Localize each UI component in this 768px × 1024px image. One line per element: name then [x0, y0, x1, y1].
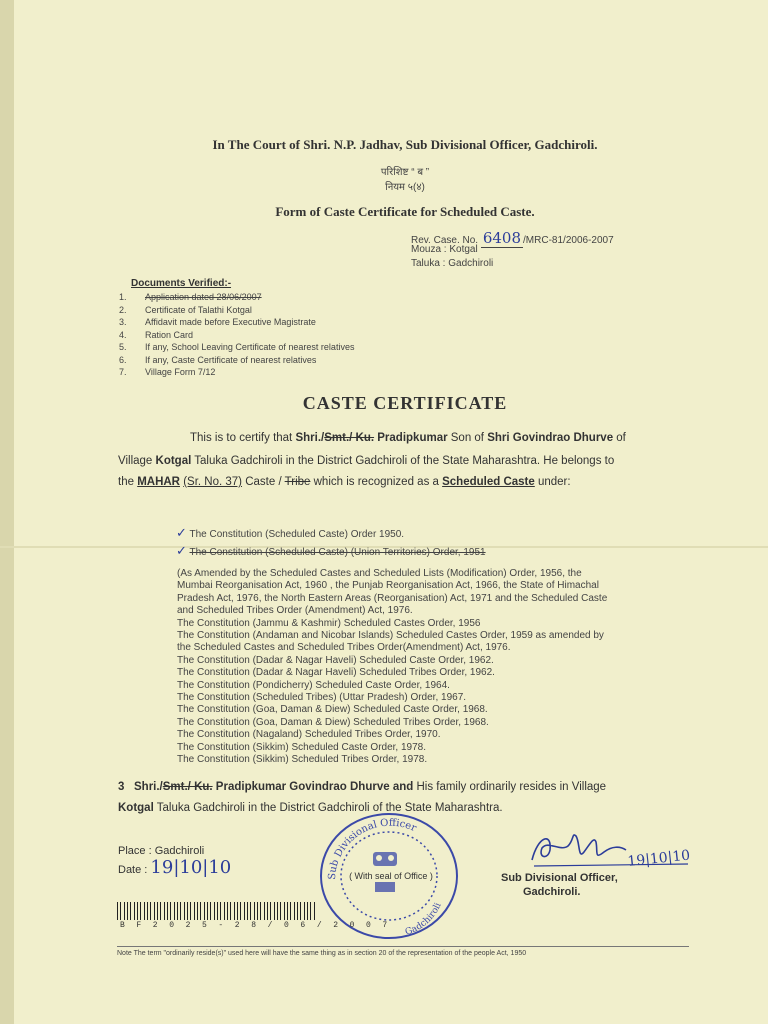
case-handwritten-number: 6408	[482, 229, 522, 247]
case-prefix: Rev. Case. No.	[411, 235, 479, 246]
barcode-icon	[117, 902, 319, 920]
list-item: 4. Ration Card	[119, 329, 194, 340]
list-item: The Constitution (Scheduled Tribes) (Uttar Pradesh) Order, 1967.	[177, 692, 467, 704]
appendix-label: परिशिष्ट “ ब ”	[380, 167, 430, 178]
taluka-label: Taluka :	[411, 258, 446, 269]
officer-place: Gadchiroli.	[523, 886, 581, 898]
list-item: The Constitution (Nagaland) Scheduled Tribes Order, 1970.	[177, 729, 441, 741]
svg-text:19|10|10: 19|10|10	[626, 847, 691, 870]
form-title: Form of Caste Certificate for Scheduled Caste.	[275, 204, 535, 219]
order-1951: ✓ The Constitution (Scheduled Caste) (Union Territories) Order, 1951	[176, 543, 486, 558]
mouza-label: Mouza :	[411, 244, 447, 255]
court-heading: In The Court of Shri. N.P. Jadhav, Sub Divisional Officer, Gadchiroli.	[212, 137, 598, 152]
list-item: 6. If any, Caste Certificate of nearest relatives	[119, 354, 317, 365]
mouza-value: Kotgal	[449, 244, 478, 255]
list-item: The Constitution (Jammu & Kashmir) Scheduled Castes Order, 1956	[177, 617, 481, 629]
case-suffix: /MRC-81/2006-2007	[523, 235, 614, 246]
officer-signature-icon	[528, 826, 703, 876]
divider	[117, 946, 689, 947]
list-item: The Constitution (Dadar & Nagar Haveli) Scheduled Caste Order, 1962.	[177, 654, 494, 666]
list-item: 3. Affidavit made before Executive Magistrate	[119, 317, 316, 327]
list-item: The Constitution (Andaman and Nicobar Islands) Scheduled Castes Order, 1959 as amended by	[177, 630, 604, 642]
list-item: Pradesh Act, 1976, the North Eastern Areas (Reorganisation) Act, 1971 and the Scheduled Caste	[177, 592, 608, 604]
taluka-value: Gadchiroli	[448, 258, 494, 269]
list-item: (As Amended by the Scheduled Castes and Scheduled Lists (Modification) Order, 1956, the	[177, 568, 582, 579]
mouza-line	[411, 244, 478, 255]
list-item: and Scheduled Tribes Order (Amendment) Act, 1976.	[177, 605, 413, 617]
handwritten-date: 19|10|10	[150, 857, 232, 878]
svg-text:Sub Divisional Officer: Sub Divisional Officer	[326, 817, 418, 881]
taluka-line	[411, 258, 493, 269]
list-item: The Constitution (Pondicherry) Scheduled Caste Order, 1964.	[177, 679, 450, 691]
order-1950: ✓ The Constitution (Scheduled Caste) Order 1950.	[176, 525, 405, 540]
documents-heading: Documents Verified:-	[131, 278, 232, 289]
documents-list	[119, 291, 354, 379]
list-item: The Constitution (Goa, Daman & Diew) Scheduled Tribes Order, 1968.	[177, 716, 489, 728]
list-item: The Constitution (Goa, Daman & Diew) Scheduled Caste Order, 1968.	[177, 704, 488, 716]
officer-title: Sub Divisional Officer,	[501, 872, 618, 884]
certificate-heading: CASTE CERTIFICATE	[302, 393, 508, 413]
list-item: The Constitution (Sikkim) Scheduled Tribes Order, 1978.	[177, 754, 428, 766]
place-line: Place : Gadchiroli	[118, 845, 205, 857]
residence-line-1: 3 Shri./Smt./ Ku. Pradipkumar Govindrao Dhurve and His family ordinarily resides in Village	[118, 781, 607, 793]
page-edge-shadow	[0, 0, 14, 1024]
check-mark-icon: ✓	[176, 543, 187, 558]
rule-label: नियम ५(४)	[385, 182, 425, 193]
svg-text:Gadchiroli: Gadchiroli	[403, 901, 444, 938]
list-item: 2. Certificate of Talathi Kotgal	[119, 304, 252, 315]
date-line: Date : 19|10|10	[118, 857, 232, 878]
list-item: 5. If any, School Leaving Certificate of nearest relatives	[119, 342, 355, 352]
residence-line-2: Kotgal Taluka Gadchiroli in the District Gadchiroli of the State Maharashtra.	[118, 802, 503, 814]
list-item: 7. Village Form 7/12	[119, 367, 216, 377]
certify-line-2: Village Kotgal Taluka Gadchiroli in the District Gadchiroli of the State Maharashtra. He belongs to	[118, 455, 615, 467]
certify-line-1: This is to certify that Shri./Smt./ Ku. Pradipkumar Son of Shri Govindrao Dhurve of	[190, 432, 626, 444]
check-mark-icon: ✓	[176, 525, 187, 540]
list-item: 1. Application dated 28/06/2007	[119, 292, 262, 302]
list-item: Mumbai Reorganisation Act, 1960 , the Punjab Reorganisation Act, 1966, the State of Himachal	[177, 580, 599, 592]
list-item: The Constitution (Dadar & Nagar Haveli) Scheduled Tribes Order, 1962.	[177, 667, 495, 679]
amendment-list	[177, 568, 690, 767]
footnote: Note The term "ordinarily reside(s)" used here will have the same thing as in section 20 of the representation of the people Act, 1950	[117, 950, 527, 957]
list-item: the Scheduled Castes and Scheduled Tribes Order(Amendment) Act, 1976.	[177, 642, 511, 654]
svg-text:( With seal of Office ): ( With seal of Office )	[349, 871, 433, 881]
list-item: The Constitution (Sikkim) Scheduled Caste Order, 1978.	[177, 741, 427, 753]
barcode-number: B F 2 0 2 5 - 2 8 / 0 6 / 2 0 0 7	[120, 921, 391, 930]
certify-line-3: the MAHAR (Sr. No. 37) Caste / Tribe which is recognized as a Scheduled Caste under:	[118, 476, 571, 488]
